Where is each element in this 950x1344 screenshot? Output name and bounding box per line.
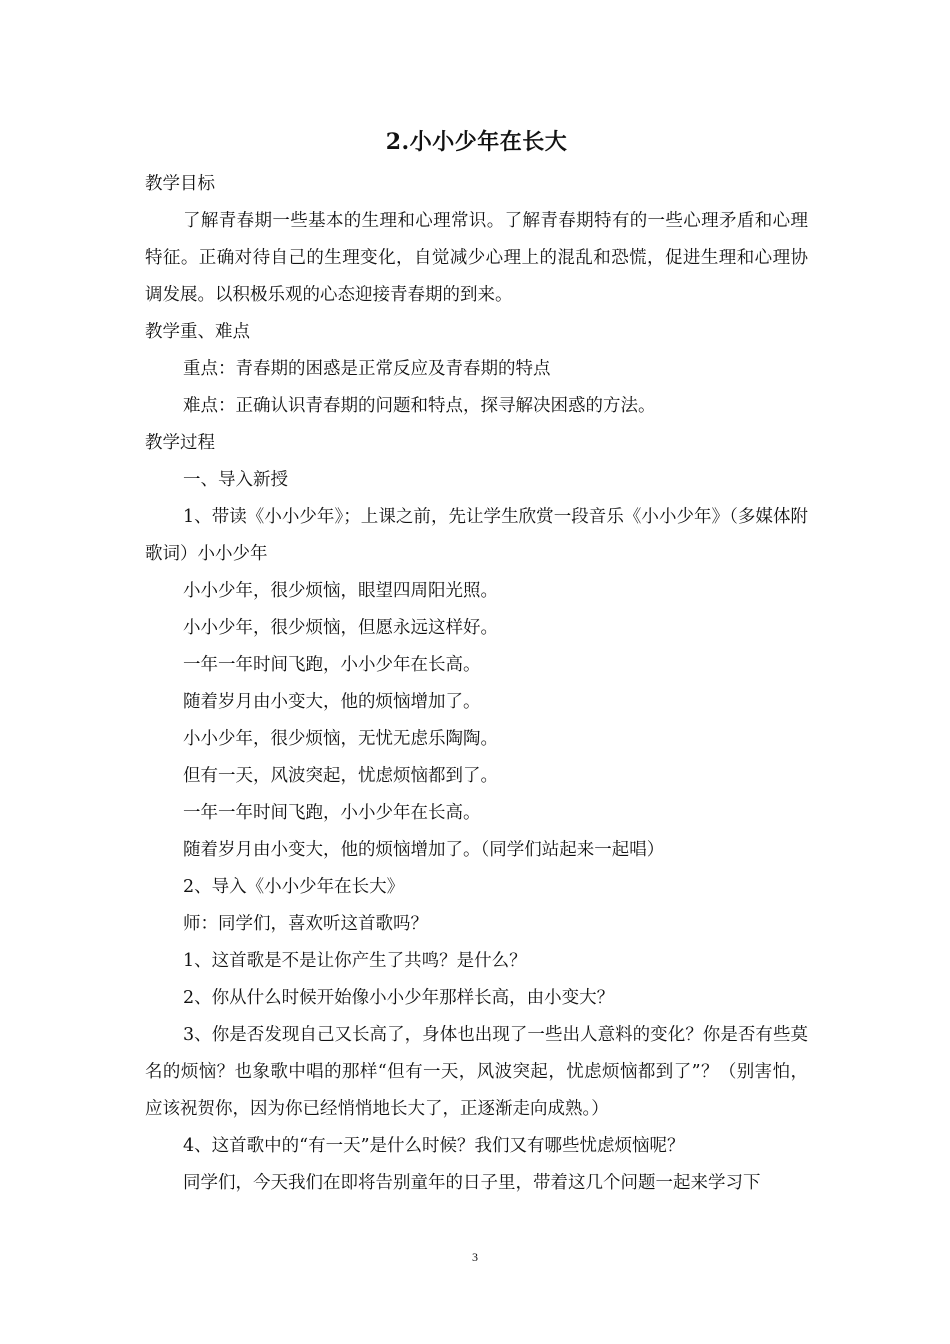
heading-teaching-process: 教学过程	[145, 433, 215, 453]
closing-paragraph: 同学们，今天我们在即将告别童年的日子里，带着这几个问题一起来学习下	[183, 1173, 761, 1193]
lyric-line: 随着岁月由小变大，他的烦恼增加了。	[183, 692, 481, 712]
document-title	[145, 124, 808, 160]
question-1: 1、这首歌是不是让你产生了共鸣？是什么？	[183, 951, 527, 971]
lyric-line: 小小少年，很少烦恼，无忧无虑乐陶陶。	[183, 729, 498, 749]
lyric-line: 小小少年，很少烦恼，眼望四周阳光照。	[183, 581, 498, 601]
lyric-line: 随着岁月由小变大，他的烦恼增加了。（同学们站起来一起唱）	[183, 840, 665, 860]
lyric-line: 但有一天，风波突起，忧虑烦恼都到了。	[183, 766, 498, 786]
lyric-line: 一年一年时间飞跑，小小少年在长高。	[183, 655, 481, 675]
title-text: 小小少年在长大	[409, 129, 568, 155]
teacher-question: 师：同学们，喜欢听这首歌吗？	[183, 914, 428, 934]
lyric-line: 一年一年时间飞跑，小小少年在长高。	[183, 803, 481, 823]
question-2: 2、你从什么时候开始像小小少年那样长高，由小变大？	[183, 988, 615, 1008]
section-intro: 一、导入新授	[183, 470, 288, 490]
heading-key-points: 教学重、难点	[145, 322, 250, 342]
heading-teaching-goals: 教学目标	[145, 174, 215, 194]
document-body	[145, 124, 808, 1202]
difficult-point: 难点：正确认识青春期的问题和特点，探寻解决困惑的方法。	[183, 396, 656, 416]
key-point: 重点：青春期的困惑是正常反应及青春期的特点	[183, 359, 551, 379]
question-3-paragraph: 3、你是否发现自己又长高了，身体也出现了一些出人意料的变化？你是否有些莫名的烦恼？也象歌中唱的那样“但有一天，风波突起，忧虑烦恼都到了”？（别害怕，应该祝贺你，因为你已经悄悄地长大了，正逐渐走向成熟。）	[145, 1025, 808, 1119]
title-number: 2.	[385, 129, 410, 155]
question-4: 4、这首歌中的“有一天”是什么时候？我们又有哪些忧虑烦恼呢？	[183, 1136, 685, 1156]
goals-paragraph: 了解青春期一些基本的生理和心理常识。了解青春期特有的一些心理矛盾和心理特征。正确对待自己的生理变化，自觉减少心理上的混乱和恐慌，促进生理和心理协调发展。以积极乐观的心态迎接青春期的到来。	[145, 211, 808, 305]
step1-paragraph: 1、带读《小小少年》；上课之前，先让学生欣赏一段音乐《小小少年》（多媒体附歌词）小小少年	[145, 507, 808, 564]
step2-line: 2、导入《小小少年在长大》	[183, 877, 405, 897]
page-number: 3	[472, 1250, 478, 1264]
lyric-line: 小小少年，很少烦恼，但愿永远这样好。	[183, 618, 498, 638]
